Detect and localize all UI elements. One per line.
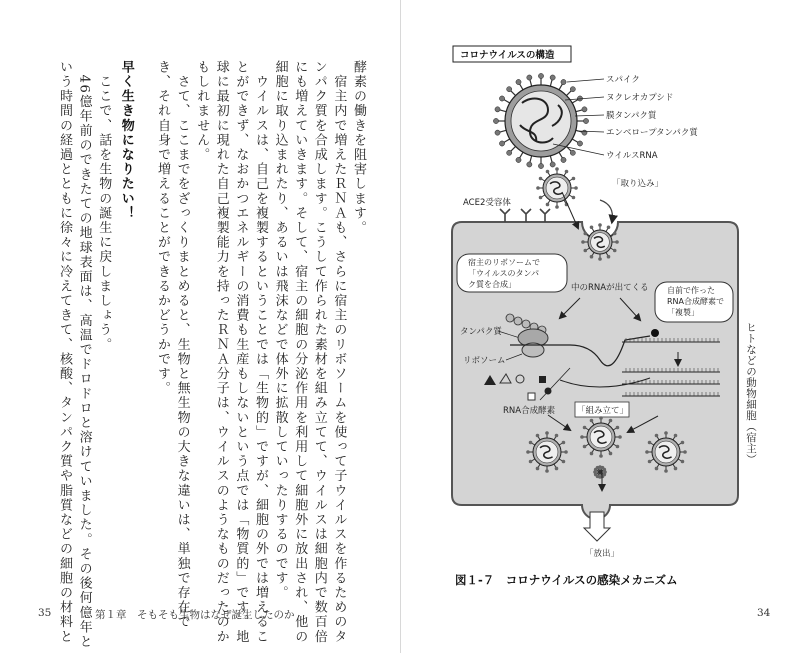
label-viral-rna: ウイルスRNA bbox=[606, 151, 658, 161]
self-replicate-note-line1: 自前で作った bbox=[667, 286, 715, 295]
text-column: 宿主内で増えたＲＮＡも、さらに宿主のリボソームを使って子ウイルスを作るためのタ bbox=[331, 60, 347, 644]
structure-title: コロナウイルスの構造 bbox=[460, 50, 555, 61]
label-envelope-protein: エンベロープタンパク質 bbox=[606, 128, 698, 138]
receptor-label: ACE2受容体 bbox=[463, 198, 511, 208]
self-replicate-note-line3: 「複製」 bbox=[667, 308, 699, 317]
figure-caption: 図１-７ コロナウイルスの感染メカニズム bbox=[455, 573, 678, 587]
text-column: ここで、話を生物の誕生に戻しましょう。 bbox=[96, 60, 112, 352]
text-column: いう時間の経過とともに徐々に冷えてきて、核酸、タンパク質や脂質などの細胞の材料と bbox=[57, 60, 72, 644]
label-membrane-protein: 膜タンパク質 bbox=[606, 111, 657, 121]
ace2-receptors bbox=[500, 209, 550, 222]
running-head: 第１章 そもそも生物はなぜ誕生したのか bbox=[95, 609, 295, 621]
page-number-right: 34 bbox=[757, 607, 771, 619]
assembly-label: 「組み立て」 bbox=[577, 406, 629, 416]
host-ribosome-note-line1: 宿主のリボソームで bbox=[468, 258, 540, 267]
text-column: 球に最初に現れた自己複製能力を持ったＲＮＡ分子は、ウイルスのようなものだったのか bbox=[213, 60, 229, 644]
label-spike: スパイク bbox=[606, 75, 640, 85]
ribosome-label: リボソーム bbox=[463, 356, 506, 366]
section-heading: 早く生き物になりたい！ bbox=[118, 60, 134, 221]
uptake-label: 「取り込み」 bbox=[612, 179, 664, 189]
text-column: ウイルスは、自己を複製するということでは「生物的」ですが、細胞の外では増えるこ bbox=[253, 60, 268, 644]
ribosome bbox=[518, 329, 548, 357]
text-column: 細胞に取り込まれたり、あるいは飛沫などで体外に拡散していったりするのです。 bbox=[272, 60, 288, 601]
virus-structure-diagram bbox=[493, 73, 588, 168]
virus-incoming bbox=[536, 167, 578, 209]
host-cell-label: ヒトなどの動物細胞（宿主） bbox=[745, 322, 757, 465]
text-column: 46億年前のできたての地球表面は、高温でドロドロと溶けていました。その後何億年と bbox=[76, 60, 92, 650]
host-ribosome-note-line3: ク質を合成」 bbox=[468, 280, 516, 289]
label-nucleocapsid: ヌクレオカプシド bbox=[606, 93, 674, 103]
host-ribosome-note-line2: 「ウイルスのタンパ bbox=[468, 269, 539, 278]
text-column: もしれません。 bbox=[194, 60, 210, 163]
release-label: 「放出」 bbox=[585, 549, 620, 559]
text-column: ンパク質を合成します。こうして作られた素材を組み立てて、ウイルスは細胞内で数百倍 bbox=[311, 60, 327, 644]
self-replicate-note-line2: RNA合成酵素で bbox=[667, 297, 725, 306]
protein-label: タンパク質 bbox=[460, 327, 502, 337]
page-number-left: 35 bbox=[38, 607, 52, 619]
rna-enzyme-label: RNA合成酵素 bbox=[503, 406, 556, 416]
rna-out-label: 中のRNAが出てくる bbox=[571, 283, 649, 293]
rna-polymerase-dot bbox=[651, 329, 659, 337]
text-column: き、それ自身で増えることができるかどうかです。 bbox=[155, 60, 170, 396]
text-column: さて、ここまでをざっくりまとめると、生物と無生物の大きな違いは、単独で存在で bbox=[174, 60, 190, 630]
text-column: 酵素の働きを阻害します。 bbox=[351, 60, 366, 236]
text-column: にも増えていきます。そして、宿主の細胞の分泌作用を利用して細胞外に放出され、他の bbox=[292, 60, 308, 644]
text-column: とができず、なおかつエネルギーの消費も生産もしないという点では「物質的」です。地 bbox=[233, 60, 249, 644]
